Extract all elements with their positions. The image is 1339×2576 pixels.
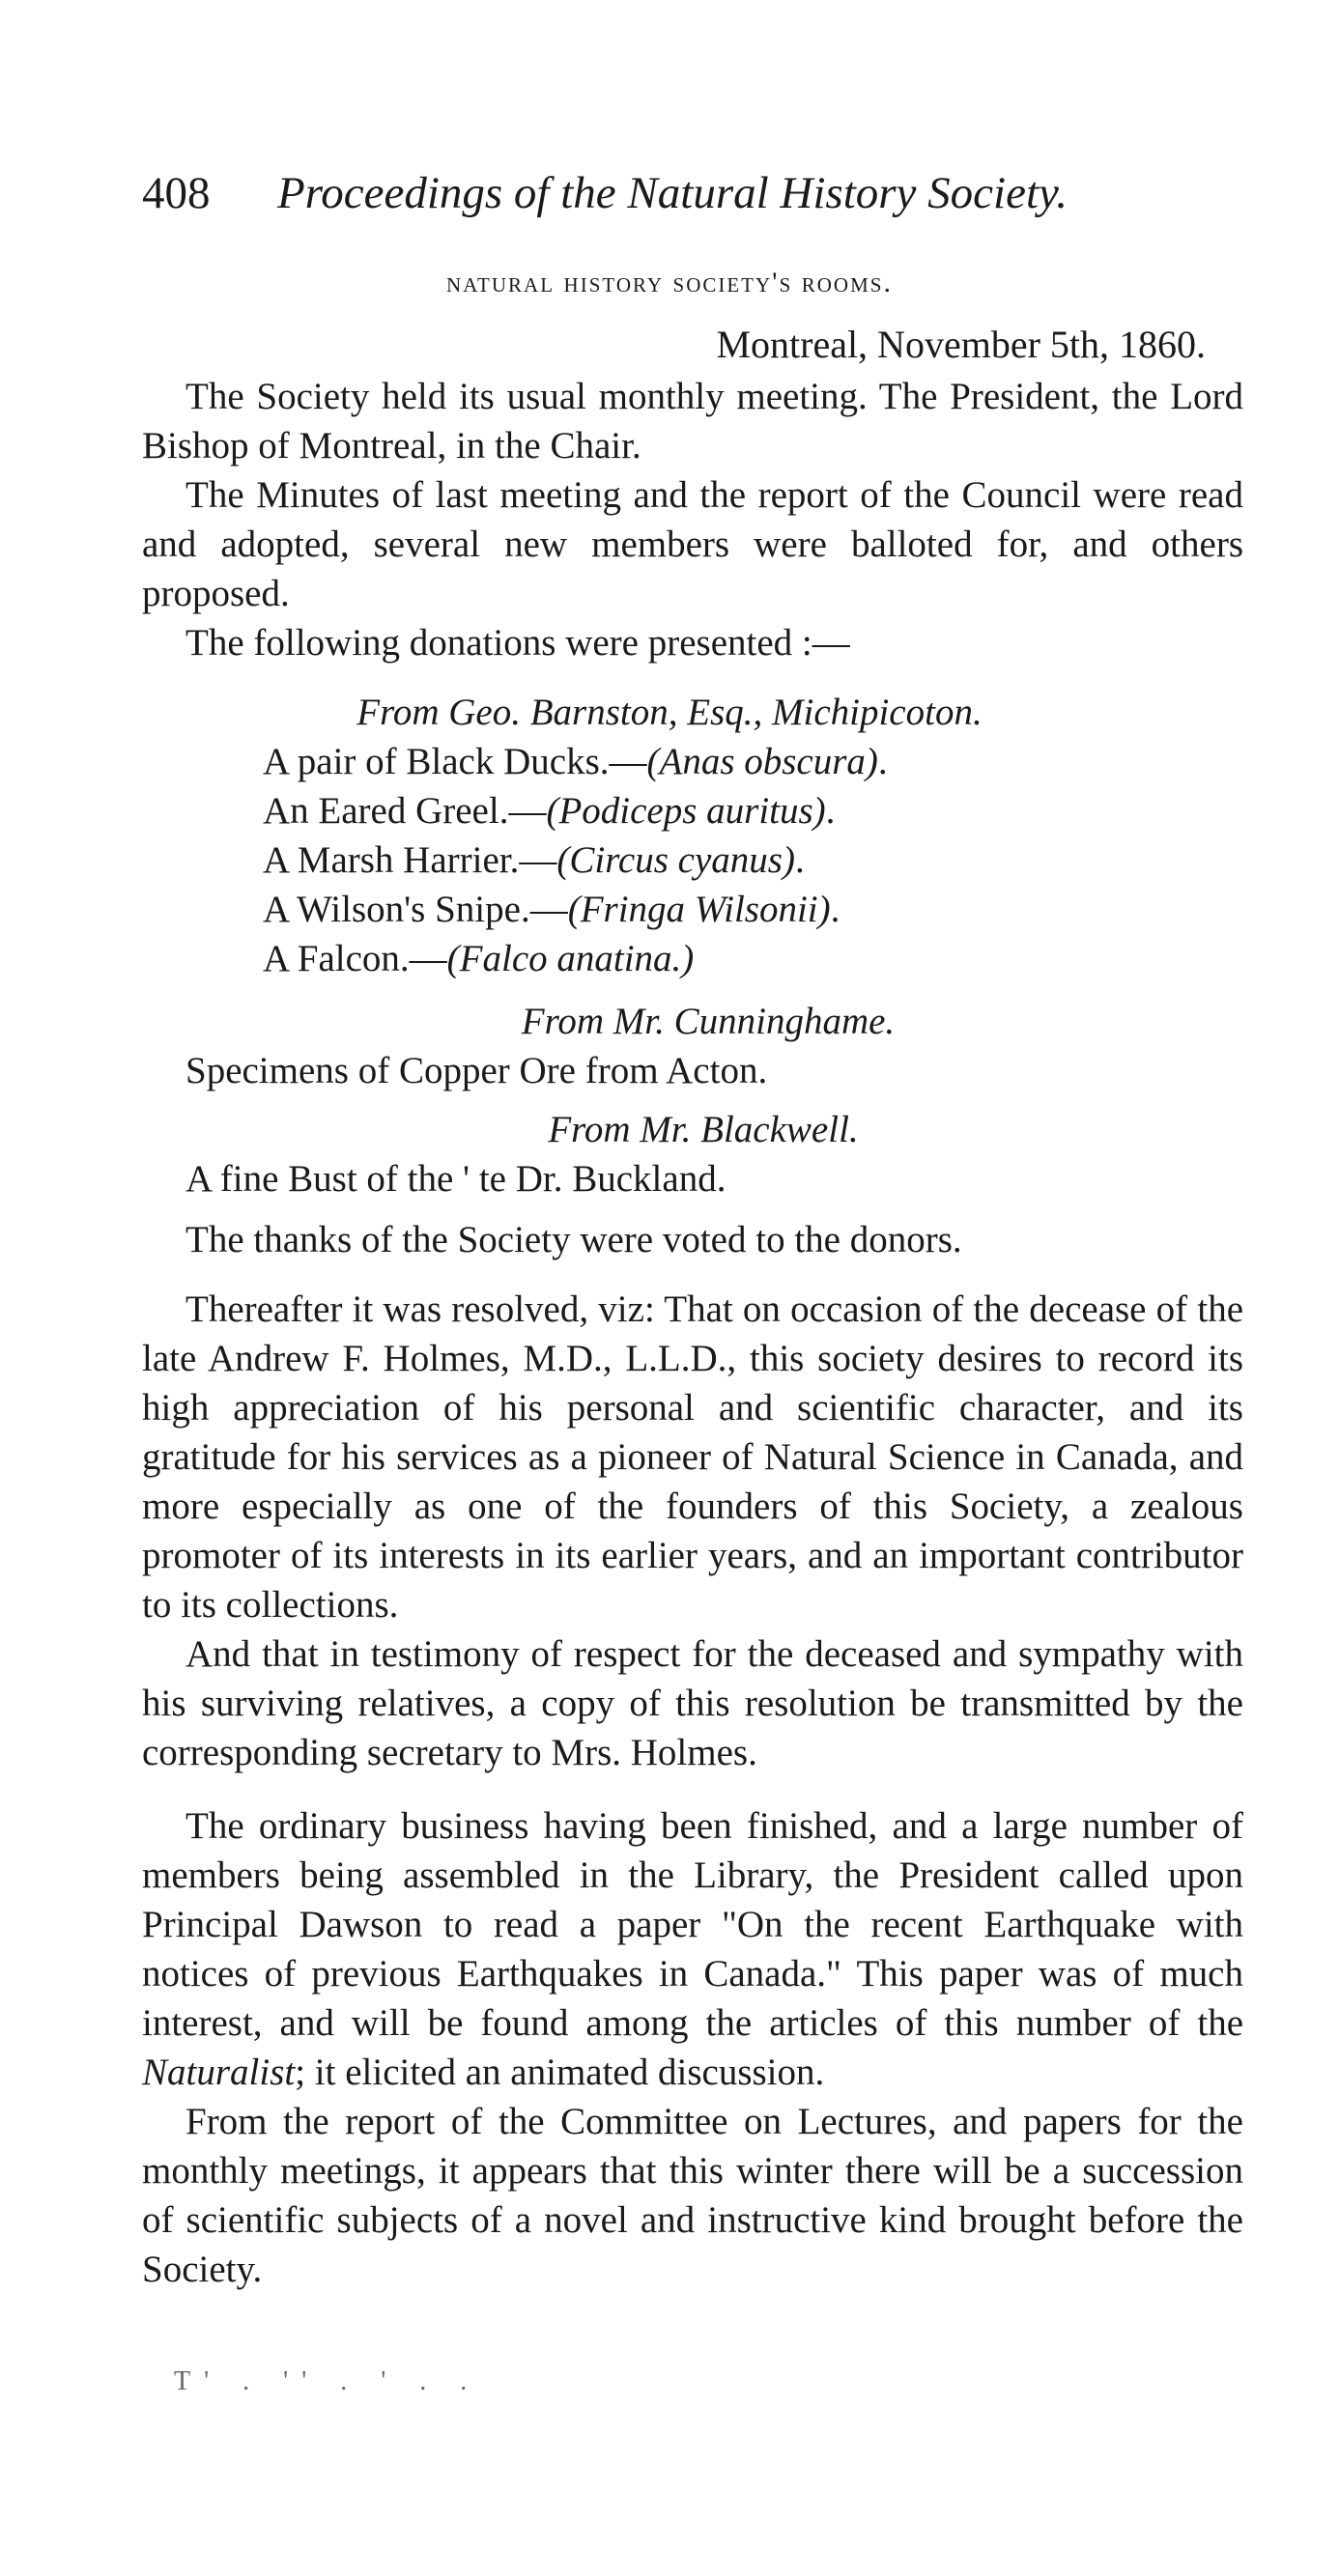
footer-specks: T' . '' . ' . . [174, 2366, 481, 2396]
donor-heading-blackwell: From Mr. Blackwell. [548, 1109, 859, 1150]
donation-tail: . [830, 889, 840, 930]
paragraph-donations-intro: The following donations were presented :— [185, 622, 850, 664]
business-section [142, 1801, 1243, 2294]
paragraph-meeting: The Society held its usual monthly meeting. The President, the Lord Bishop of Montreal, in the Chair. [142, 376, 1243, 467]
donation-item [263, 934, 694, 983]
donation-copper-ore: Specimens of Copper Ore from Acton. [185, 1050, 768, 1091]
business-text-after: ; it elicited an animated discussion. [295, 2052, 825, 2093]
donation-name: A Falcon.— [263, 938, 447, 979]
rooms-heading: natural history society's rooms. [446, 267, 893, 298]
date-line: Montreal, November 5th, 1860. [716, 323, 1206, 366]
paragraph-minutes: The Minutes of last meeting and the report of the Council were read and adopted, several new members were balloted for, and others proposed. [142, 474, 1243, 614]
donation-name: A Wilson's Snipe.— [263, 889, 568, 930]
donation-bust: A fine Bust of the ' te Dr. Buckland. [185, 1158, 726, 1200]
page-header [142, 164, 1224, 222]
donation-tail: . [794, 839, 805, 881]
paragraph-business [142, 1801, 1243, 2097]
donation-item [263, 885, 840, 934]
donation-tail: . [825, 790, 836, 832]
thanks-line: The thanks of the Society were voted to the donors. [185, 1219, 962, 1260]
paragraph-testimony: And that in testimony of respect for the deceased and sympathy with his surviving relatives, a copy of this resolution be transmitted by the corresponding secretary to Mrs. Holmes. [142, 1633, 1243, 1773]
running-title: Proceedings of the Natural History Society. [277, 168, 1068, 218]
page-number: 408 [142, 168, 211, 218]
paragraph-lectures: From the report of the Committee on Lectures, and papers for the monthly meetings, it appears that this winter there will be a succession of scientific subjects of a novel and instructive kind brought before the Society. [142, 2101, 1243, 2290]
paragraph-resolution: Thereafter it was resolved, viz: That on occasion of the decease of the late Andrew F. Holmes, M.D., L.L.D., this society desires to record its high appreciation of his personal and scientific character, and its gratitude for his services as a pioneer of Natural Science in Canada, and more especially as one of the founders of this Society, a zealous promoter of its interests in its earlier years, and an important contributor to its collections. [142, 1288, 1243, 1626]
resolution-section [142, 1285, 1243, 1777]
donation-item [263, 786, 835, 835]
business-text-before: The ordinary business having been finished, and a large number of members being assembled in the Library, the President called upon Principal Dawson to read a paper "On the recent Earthquake with notices of previous Earthquakes in Canada." This paper was of much interest, and will be found among the articles of this number of the [142, 1805, 1243, 2044]
donation-latin: (Falco anatina.) [446, 938, 695, 979]
donation-name: A Marsh Harrier.— [263, 839, 557, 881]
journal-name: Naturalist [142, 2052, 296, 2093]
donation-latin: (Circus cyanus) [556, 839, 795, 881]
donation-item [263, 737, 888, 786]
donation-name: An Eared Greel.— [263, 790, 547, 832]
donation-latin: (Anas obscura) [646, 741, 878, 782]
opening-paragraphs [142, 372, 1243, 667]
donation-latin: (Podiceps auritus) [546, 790, 826, 832]
donor-heading-barnston: From Geo. Barnston, Esq., Michipicoton. [356, 692, 983, 733]
donation-name: A pair of Black Ducks.— [263, 741, 647, 782]
donor-heading-cunninghame: From Mr. Cunninghame. [521, 1001, 896, 1042]
donation-latin: (Fringa Wilsonii) [567, 889, 831, 930]
donation-tail: . [877, 741, 888, 782]
donation-item [263, 835, 805, 885]
